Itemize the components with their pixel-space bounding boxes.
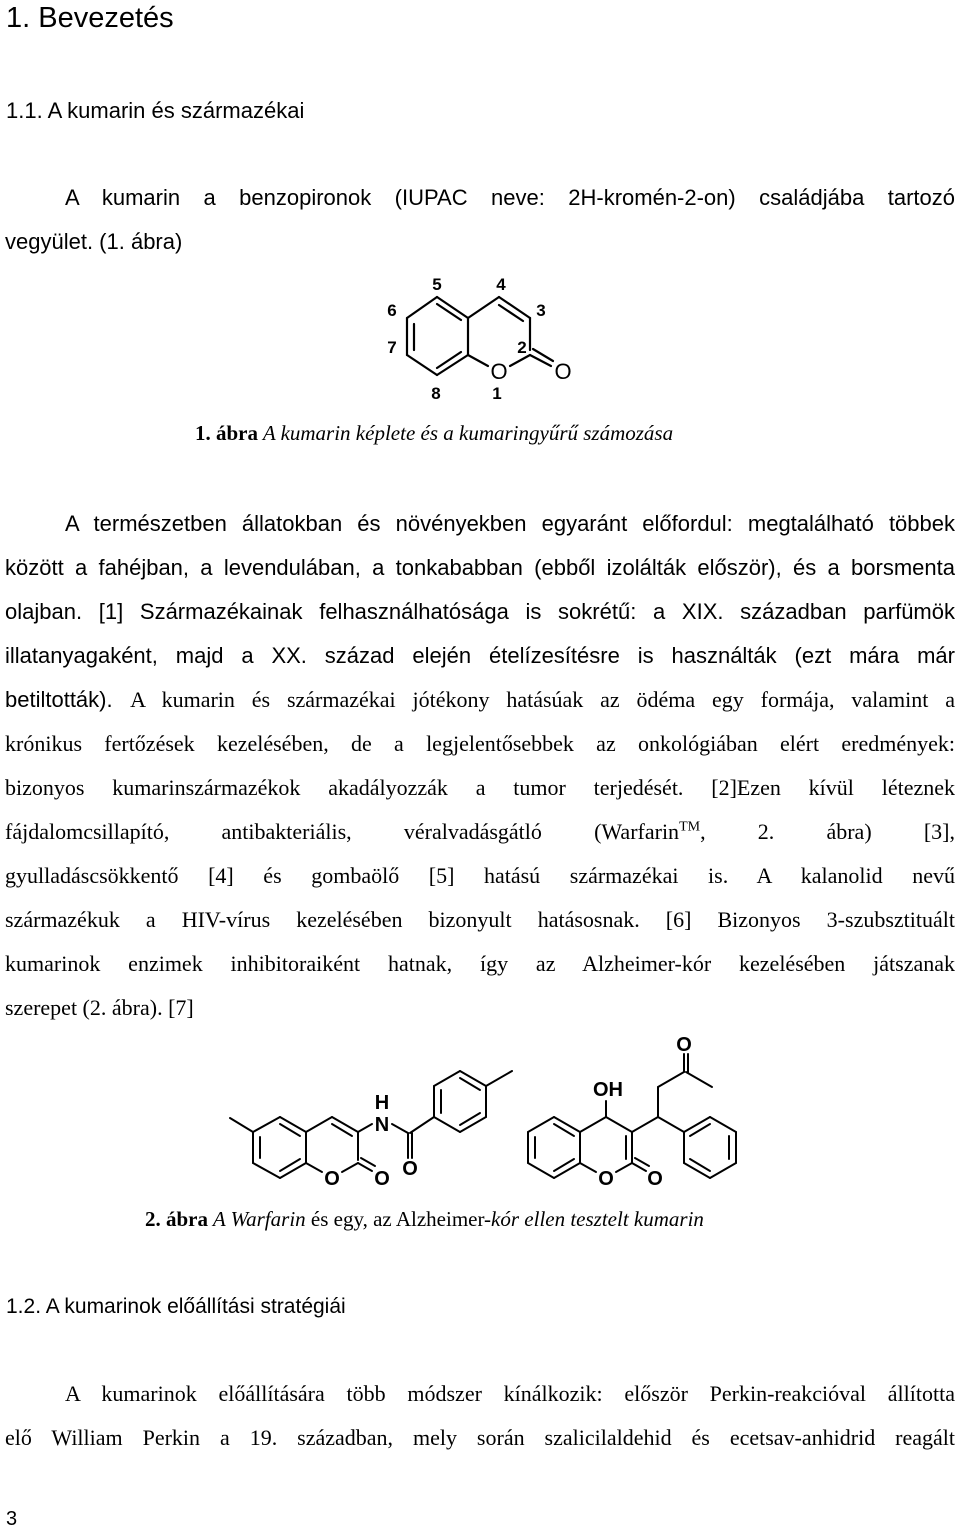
section2-line-1: A kumarinok előállítására több módszer kínálkozik: először Perkin-reakcióval állította: [65, 1381, 955, 1406]
figure1-caption-label: 1. ábra: [195, 421, 258, 445]
intro-line-1: A kumarin a benzopironok (IUPAC neve: 2H-kromén-2-on) családjába tartozó: [65, 185, 955, 210]
body-line-10: származékuk a HIV-vírus kezelésében bizonyult hatásosnak. [6] Bizonyos 3-szubsztituált: [5, 907, 955, 932]
heading-bevezetes: 1. Bevezetés: [6, 2, 174, 34]
figure2-caption: [145, 1207, 704, 1232]
figure2-caption-part-c: egy, az Alzheimer-: [328, 1207, 492, 1231]
body-paragraph: [5, 502, 955, 1030]
page-number: 3: [6, 1508, 18, 1530]
mol1-ring-oxygen: O: [324, 1168, 340, 1190]
figure1-caption-text: A kumarin képlete és a kumaringyűrű számozása: [258, 421, 674, 445]
figure2-caption-part-d: kór ellen tesztelt kumarin: [491, 1207, 704, 1231]
body-line-8-start: fájdalomcsillapító, antibakteriális, véralvadásgátló (Warfarin: [5, 819, 680, 844]
position-7: 7: [387, 338, 397, 357]
body-line-1: A természetben állatokban és növényekben egyaránt előfordul: megtalálható többek: [65, 511, 955, 536]
mol1-hydrogen: H: [374, 1092, 390, 1114]
body-line-2: között a fahéjban, a levendulában, a tonkababban (ebből izolálták először), és a borsmenta: [5, 555, 955, 580]
body-line-6: krónikus fertőzések kezelésében, de a legjelentősebbek az onkológiában elért eredmények:: [5, 731, 955, 756]
body-line-8: [5, 810, 955, 854]
body-line-5-start: betiltották).: [5, 687, 131, 712]
figure2-caption-label: 2. ábra: [145, 1207, 208, 1231]
body-line-4: illatanyagaként, majd a XX. század elején ételízesítésre is használták (ezt mára már: [5, 643, 955, 668]
mol1-carbonyl-oxygen: O: [374, 1168, 390, 1190]
body-line-8-end: , 2. ábra) [3],: [700, 819, 955, 844]
body-line-11: kumarinok enzimek inhibitoraiként hatnak, így az Alzheimer-kór kezelésében játszanak: [5, 951, 955, 976]
coumarin-structure: [360, 270, 600, 405]
position-6: 6: [387, 301, 397, 320]
position-8: 8: [431, 384, 441, 403]
position-2: 2: [517, 338, 527, 357]
position-1: 1: [492, 384, 502, 403]
section2-line-2: elő William Perkin a 19. században, mely során szalicilaldehid és ecetsav-anhidrid reagált: [5, 1425, 955, 1450]
carbonyl-oxygen-label: O: [554, 359, 572, 384]
ring-oxygen-label: O: [490, 359, 508, 384]
mol2-carbonyl-oxygen: O: [647, 1168, 663, 1190]
mol2-hydroxyl: OH: [593, 1079, 623, 1101]
intro-line-2: vegyület. (1. ábra): [5, 229, 183, 254]
mol2-ketone-oxygen: O: [676, 1034, 692, 1056]
position-4: 4: [496, 275, 506, 294]
mol2-ring-oxygen: O: [598, 1168, 614, 1190]
mol1-nitrogen: N: [374, 1114, 390, 1136]
figure2-caption-part-b: és: [310, 1207, 329, 1231]
heading-kumarin: 1.1. A kumarin és származékai: [6, 98, 305, 123]
figure1-caption: [195, 421, 673, 446]
mol1-amide-oxygen: O: [402, 1158, 418, 1180]
heading-eloallitas: 1.2. A kumarinok előállítási stratégiái: [6, 1295, 346, 1318]
body-line-9: gyulladáscsökkentő [4] és gombaölő [5] hatású származékai is. A kalanolid nevű: [5, 863, 955, 888]
body-line-5: [5, 678, 955, 722]
figure2-caption-part-a: A Warfarin: [208, 1207, 311, 1231]
position-3: 3: [536, 301, 546, 320]
figure2-structures: [220, 1030, 740, 1195]
trademark-sup: TM: [679, 819, 701, 835]
body-line-5-rest: A kumarin és származékai jótékony hatásúak az ödéma egy formája, valamint a: [130, 687, 956, 712]
section2-paragraph: [5, 1372, 955, 1460]
body-line-7: bizonyos kumarinszármazékok akadályozzák a tumor terjedését. [2]Ezen kívül léteznek: [5, 775, 955, 800]
position-5: 5: [432, 275, 442, 294]
body-line-12: szerepet (2. ábra). [7]: [5, 995, 194, 1020]
body-line-3: olajban. [1] Származékainak felhasználhatósága is sokrétű: a XIX. században parfümök: [5, 599, 955, 624]
intro-paragraph: [5, 176, 955, 264]
